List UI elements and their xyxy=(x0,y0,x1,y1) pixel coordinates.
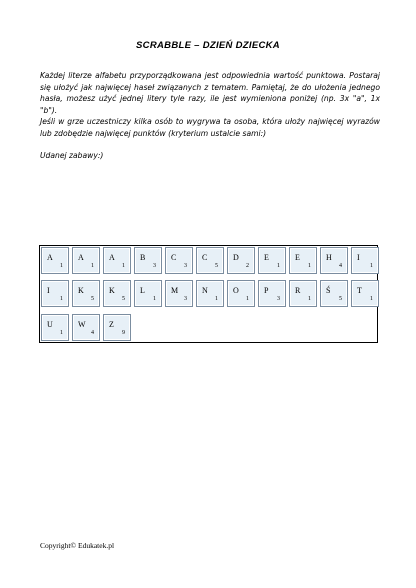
tile-letter: A xyxy=(109,253,115,262)
tile-points: 1 xyxy=(246,296,249,302)
tile-letter: H xyxy=(326,253,332,262)
letter-tile xyxy=(289,280,317,307)
tile-points: 1 xyxy=(215,296,218,302)
letter-tile xyxy=(134,280,162,307)
tile-letter: O xyxy=(233,286,239,295)
letter-tile xyxy=(103,247,131,274)
tile-letter: N xyxy=(202,286,208,295)
tile-points: 1 xyxy=(122,263,125,269)
instructions xyxy=(40,70,380,162)
tile-points: 1 xyxy=(60,263,63,269)
tile-points: 3 xyxy=(184,296,187,302)
tile-points: 3 xyxy=(277,296,280,302)
tile-letter: M xyxy=(171,286,179,295)
letter-tile-board xyxy=(39,245,378,343)
tile-letter: I xyxy=(47,286,50,295)
instructions-paragraph-1: Każdej literze alfabetu przyporządkowana jest odpowiednia wartość punktowa. Postaraj się ułożyć jak najwięcej haseł związanych z tematem. Pamiętaj, że do ułożenia jednego hasła, możesz użyć jednej litery tyle razy, ile jest wymieniona poniżej (np. 3x "a", 1x "b"). xyxy=(40,71,380,115)
letter-tile xyxy=(351,280,379,307)
letter-tile xyxy=(103,314,131,341)
tile-letter: R xyxy=(295,286,301,295)
tile-points: 3 xyxy=(184,263,187,269)
letter-tile xyxy=(227,280,255,307)
tile-letter: D xyxy=(233,253,239,262)
letter-tile xyxy=(72,314,100,341)
tile-letter: E xyxy=(264,253,269,262)
tile-row-2 xyxy=(41,280,379,307)
tile-points: 9 xyxy=(122,330,125,336)
tile-points: 5 xyxy=(215,263,218,269)
tile-points: 1 xyxy=(370,296,373,302)
tile-letter: Ś xyxy=(326,286,331,295)
tile-letter: P xyxy=(264,286,269,295)
tile-letter: C xyxy=(171,253,177,262)
letter-tile xyxy=(103,280,131,307)
tile-letter: W xyxy=(78,320,86,329)
letter-tile xyxy=(72,247,100,274)
letter-tile xyxy=(289,247,317,274)
tile-row-3 xyxy=(41,314,131,341)
tile-points: 5 xyxy=(339,296,342,302)
letter-tile xyxy=(165,247,193,274)
tile-letter: A xyxy=(78,253,84,262)
tile-letter: U xyxy=(47,320,53,329)
tile-letter: C xyxy=(202,253,208,262)
letter-tile xyxy=(41,247,69,274)
letter-tile xyxy=(227,247,255,274)
tile-letter: B xyxy=(140,253,146,262)
tile-points: 1 xyxy=(60,296,63,302)
tile-points: 1 xyxy=(277,263,280,269)
instructions-paragraph-2: Jeśli w grze uczestniczy kilka osób to wygrywa ta osoba, która ułoży najwięcej wyrazów lub zdobędzie najwięcej punktów (kryterium ustalcie sami:) xyxy=(40,117,380,138)
tile-points: 5 xyxy=(91,296,94,302)
tile-points: 1 xyxy=(91,263,94,269)
tile-points: 5 xyxy=(122,296,125,302)
tile-points: 1 xyxy=(308,296,311,302)
letter-tile xyxy=(41,314,69,341)
letter-tile xyxy=(165,280,193,307)
letter-tile xyxy=(351,247,379,274)
tile-points: 3 xyxy=(153,263,156,269)
tile-letter: T xyxy=(357,286,362,295)
tile-letter: K xyxy=(78,286,84,295)
tile-letter: Z xyxy=(109,320,114,329)
tile-letter: E xyxy=(295,253,300,262)
letter-tile xyxy=(258,280,286,307)
tile-letter: L xyxy=(140,286,145,295)
tile-points: 2 xyxy=(246,263,249,269)
tile-letter: A xyxy=(47,253,53,262)
tile-points: 4 xyxy=(339,263,342,269)
tile-points: 1 xyxy=(308,263,311,269)
tile-row-1 xyxy=(41,247,379,274)
tile-points: 4 xyxy=(91,330,94,336)
letter-tile xyxy=(320,280,348,307)
letter-tile xyxy=(320,247,348,274)
letter-tile xyxy=(41,280,69,307)
letter-tile xyxy=(258,247,286,274)
letter-tile xyxy=(134,247,162,274)
letter-tile xyxy=(196,247,224,274)
page-title: SCRABBLE – DZIEŃ DZIECKA xyxy=(136,40,280,51)
tile-points: 1 xyxy=(60,330,63,336)
tile-letter: I xyxy=(357,253,360,262)
letter-tile xyxy=(72,280,100,307)
closing-line: Udanej zabawy:) xyxy=(40,151,104,160)
copyright-footer: Copyright© Edukatek.pl xyxy=(40,541,115,550)
letter-tile xyxy=(196,280,224,307)
tile-points: 1 xyxy=(370,263,373,269)
tile-letter: K xyxy=(109,286,115,295)
tile-points: 1 xyxy=(153,296,156,302)
